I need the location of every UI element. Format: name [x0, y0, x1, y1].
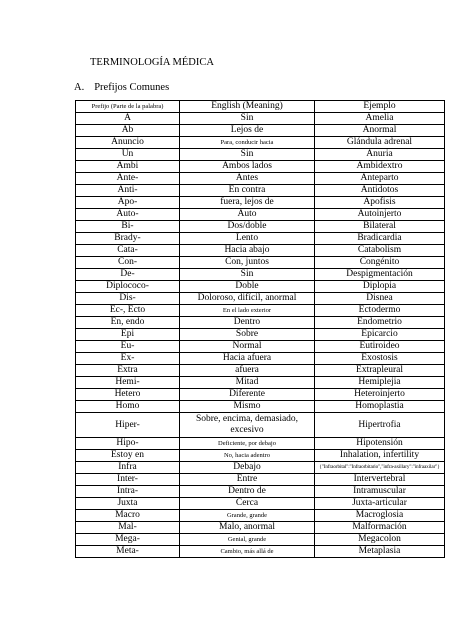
cell-prefix: Anuncio	[76, 137, 180, 149]
table-header-row	[76, 101, 445, 113]
cell-example: Antidotos	[315, 185, 445, 197]
table-row	[76, 510, 445, 522]
table-row	[76, 413, 445, 438]
cell-meaning: Genial, grande	[180, 534, 315, 546]
cell-prefix: Apo-	[76, 197, 180, 209]
cell-meaning: Mitad	[180, 377, 315, 389]
cell-meaning: Hacia afuera	[180, 353, 315, 365]
cell-prefix: Ex-	[76, 353, 180, 365]
cell-example: Intramuscular	[315, 486, 445, 498]
cell-example: Juxta-articular	[315, 498, 445, 510]
cell-example: Amelia	[315, 113, 445, 125]
cell-prefix: Cata-	[76, 245, 180, 257]
cell-meaning: Entre	[180, 474, 315, 486]
cell-prefix: Juxta	[76, 498, 180, 510]
cell-prefix: Ante-	[76, 173, 180, 185]
cell-prefix: Inter-	[76, 474, 180, 486]
cell-prefix: Hemi-	[76, 377, 180, 389]
cell-meaning: Lejos de	[180, 125, 315, 137]
cell-meaning: Cerca	[180, 498, 315, 510]
cell-meaning: Debajo	[180, 462, 315, 474]
cell-example: Hemiplejia	[315, 377, 445, 389]
table-row	[76, 269, 445, 281]
cell-example: Anteparto	[315, 173, 445, 185]
cell-prefix: En, endo	[76, 317, 180, 329]
table-row	[76, 125, 445, 137]
table-row	[76, 149, 445, 161]
cell-meaning: Cambio, más allá de	[180, 546, 315, 558]
cell-example: Exostosis	[315, 353, 445, 365]
cell-prefix: Mal-	[76, 522, 180, 534]
cell-example: Bradicardia	[315, 233, 445, 245]
cell-example: Homoplastia	[315, 401, 445, 413]
cell-prefix: Brady-	[76, 233, 180, 245]
section-letter: A.	[74, 82, 85, 93]
cell-prefix: Hetero	[76, 389, 180, 401]
cell-example: Glándula adrenal	[315, 137, 445, 149]
cell-example: Eutiroideo	[315, 341, 445, 353]
cell-meaning: Sin	[180, 149, 315, 161]
table-row	[76, 293, 445, 305]
cell-example: Autoinjerto	[315, 209, 445, 221]
table-row	[76, 365, 445, 377]
table-row	[76, 498, 445, 510]
cell-meaning: Para, conducir hacia	[180, 137, 315, 149]
cell-prefix: Estoy en	[76, 450, 180, 462]
cell-meaning: Diferente	[180, 389, 315, 401]
cell-prefix: A	[76, 113, 180, 125]
table-row	[76, 245, 445, 257]
table-row	[76, 329, 445, 341]
table-row	[76, 546, 445, 558]
cell-meaning: Hacia abajo	[180, 245, 315, 257]
cell-meaning: Deficiente, por debajo	[180, 438, 315, 450]
cell-meaning: Antes	[180, 173, 315, 185]
cell-meaning: Con, juntos	[180, 257, 315, 269]
table-row	[76, 233, 445, 245]
table-row	[76, 438, 445, 450]
cell-prefix: Extra	[76, 365, 180, 377]
cell-prefix: Dis-	[76, 293, 180, 305]
cell-prefix: Bi-	[76, 221, 180, 233]
table-row	[76, 522, 445, 534]
table-row	[76, 462, 445, 474]
cell-example: Intervertebral	[315, 474, 445, 486]
page-title: TERMINOLOGÍA MÉDICA	[90, 57, 214, 68]
cell-meaning: Sin	[180, 269, 315, 281]
section-title: Prefijos Comunes	[94, 82, 170, 93]
cell-meaning: Sin	[180, 113, 315, 125]
cell-prefix: Infra	[76, 462, 180, 474]
cell-prefix: Ec-, Ecto	[76, 305, 180, 317]
cell-meaning: En contra	[180, 185, 315, 197]
cell-prefix: Eu-	[76, 341, 180, 353]
header-meaning: English (Meaning)	[180, 101, 315, 113]
cell-meaning: Malo, anormal	[180, 522, 315, 534]
cell-prefix: Auto-	[76, 209, 180, 221]
table-row	[76, 281, 445, 293]
cell-prefix: Ambi	[76, 161, 180, 173]
table-row	[76, 450, 445, 462]
cell-prefix: Homo	[76, 401, 180, 413]
cell-meaning: Sobre	[180, 329, 315, 341]
cell-example: Extrapleural	[315, 365, 445, 377]
cell-meaning: No, hacia adentro	[180, 450, 315, 462]
cell-meaning: afuera	[180, 365, 315, 377]
cell-meaning: Grande, grande	[180, 510, 315, 522]
table-row	[76, 389, 445, 401]
table-row	[76, 317, 445, 329]
cell-prefix: Intra-	[76, 486, 180, 498]
cell-prefix: Hiper-	[76, 413, 180, 438]
table-row	[76, 113, 445, 125]
cell-example: {"Infraorbital":"Infraorbitario","infra-axillary":"infraaxilar"}	[315, 462, 445, 474]
cell-prefix: Epi	[76, 329, 180, 341]
cell-meaning: Sobre, encima, demasiado, excesivo	[180, 413, 315, 438]
cell-meaning: Mismo	[180, 401, 315, 413]
cell-prefix: Macro	[76, 510, 180, 522]
table-row	[76, 185, 445, 197]
cell-example: Anormal	[315, 125, 445, 137]
cell-meaning: Dos/doble	[180, 221, 315, 233]
cell-example: Heteroinjerto	[315, 389, 445, 401]
table-row	[76, 305, 445, 317]
cell-meaning: Ambos lados	[180, 161, 315, 173]
cell-meaning: Lento	[180, 233, 315, 245]
cell-example: Inhalation, infertility	[315, 450, 445, 462]
cell-prefix: De-	[76, 269, 180, 281]
cell-prefix: Diplococo-	[76, 281, 180, 293]
cell-example: Diplopia	[315, 281, 445, 293]
table-row	[76, 341, 445, 353]
table-row	[76, 257, 445, 269]
cell-example: Megacolon	[315, 534, 445, 546]
cell-prefix: Un	[76, 149, 180, 161]
cell-meaning: Auto	[180, 209, 315, 221]
table-row	[76, 137, 445, 149]
table-row	[76, 486, 445, 498]
section-heading	[74, 82, 169, 93]
table-row	[76, 534, 445, 546]
cell-example: Endometrio	[315, 317, 445, 329]
cell-example: Ambidextro	[315, 161, 445, 173]
cell-prefix: Anti-	[76, 185, 180, 197]
cell-example: Hipotensión	[315, 438, 445, 450]
header-example: Ejemplo	[315, 101, 445, 113]
cell-example: Disnea	[315, 293, 445, 305]
cell-prefix: Hipo-	[76, 438, 180, 450]
table-row	[76, 197, 445, 209]
cell-prefix: Con-	[76, 257, 180, 269]
table-row	[76, 221, 445, 233]
cell-prefix: Mega-	[76, 534, 180, 546]
table-row	[76, 161, 445, 173]
cell-example: Catabolism	[315, 245, 445, 257]
cell-example: Despigmentación	[315, 269, 445, 281]
cell-prefix: Ab	[76, 125, 180, 137]
cell-example: Macroglosia	[315, 510, 445, 522]
table-row	[76, 401, 445, 413]
cell-prefix: Meta-	[76, 546, 180, 558]
cell-example: Malformación	[315, 522, 445, 534]
prefix-table	[75, 100, 445, 558]
table-row	[76, 353, 445, 365]
cell-example: Bilateral	[315, 221, 445, 233]
cell-meaning: Doble	[180, 281, 315, 293]
cell-example: Congénito	[315, 257, 445, 269]
cell-meaning: Dentro de	[180, 486, 315, 498]
cell-example: Apofisis	[315, 197, 445, 209]
cell-example: Epicarcio	[315, 329, 445, 341]
cell-meaning: En el lado exterior	[180, 305, 315, 317]
cell-example: Metaplasia	[315, 546, 445, 558]
cell-meaning: Normal	[180, 341, 315, 353]
cell-meaning: Doloroso, difícil, anormal	[180, 293, 315, 305]
table-row	[76, 474, 445, 486]
cell-example: Hipertrofia	[315, 413, 445, 438]
table-row	[76, 377, 445, 389]
cell-meaning: fuera, lejos de	[180, 197, 315, 209]
table-row	[76, 173, 445, 185]
cell-example: Anuria	[315, 149, 445, 161]
cell-example: Ectodermo	[315, 305, 445, 317]
cell-meaning: Dentro	[180, 317, 315, 329]
table-row	[76, 209, 445, 221]
header-prefix: Prefijo (Parte de la palabra)	[76, 101, 180, 113]
